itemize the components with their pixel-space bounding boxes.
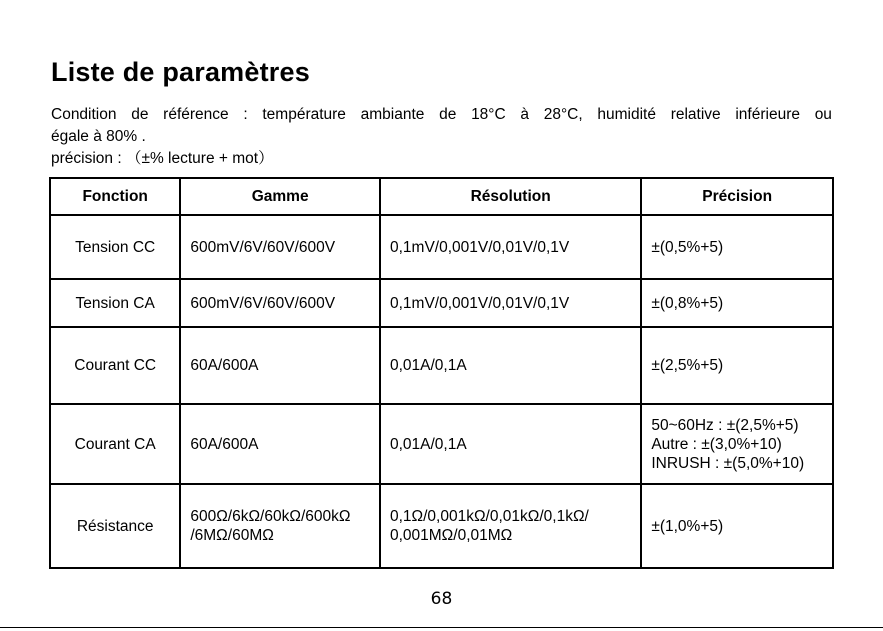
word: ou [814,106,832,123]
word: de [131,106,149,123]
header-function: Fonction [50,178,180,215]
resolution-text: 0,01A/0,1A [389,357,467,374]
header-range: Gamme [180,178,380,215]
range-cell [180,327,380,404]
resolution-cell [380,484,641,568]
resolution-text: 0,1mV/0,001V/0,01V/0,1V [389,294,570,312]
range-cell [180,279,380,327]
word: température [262,106,346,123]
function-cell: Tension CA [50,279,180,327]
accuracy-text: INRUSH : ±(5,0%+10) [651,454,805,472]
accuracy-text: ±(1,0%+5) [651,517,724,535]
resolution-cell [380,279,641,327]
accuracy-cell [641,215,833,279]
accuracy-cell [641,484,833,568]
parameters-table [49,177,834,569]
table-row [50,279,833,327]
header-accuracy: Précision [641,178,833,215]
word: référence [163,106,229,123]
range-text: 60A/600A [190,357,259,374]
accuracy-text: 50~60Hz : ±(2,5%+5) [651,416,799,434]
table-header-row [50,178,833,215]
word: ambiante [360,106,425,123]
word: à [520,106,530,123]
word: humidité [597,106,656,123]
range-text: 60A/600A [190,435,259,453]
range-text: 600Ω/6kΩ/60kΩ/600kΩ [190,508,351,525]
range-cell [180,484,380,568]
resolution-text: 0,1Ω/0,001kΩ/0,01kΩ/0,1kΩ/ [389,508,589,525]
word: 18°C [471,106,506,123]
bottom-divider [0,627,883,628]
precision-note: précision : （±% lecture + mot） [51,150,274,167]
header-resolution: Résolution [380,178,641,215]
word: 28°C, [543,106,583,123]
word: : [243,106,248,123]
function-cell: Courant CA [50,404,180,484]
word: de [439,106,457,123]
conditions-line-1 [51,104,832,126]
range-text: 600mV/6V/60V/600V [190,238,336,256]
page-title: Liste de paramètres [51,57,310,87]
word: Condition [51,106,117,123]
accuracy-cell [641,404,833,484]
function-cell: Tension CC [50,215,180,279]
resolution-cell [380,404,641,484]
accuracy-text: ±(0,5%+5) [651,238,724,256]
word: inférieure [735,106,800,123]
range-text: /6MΩ/60MΩ [190,527,274,544]
resolution-text: 0,001MΩ/0,01MΩ [389,527,513,544]
table-row [50,327,833,404]
range-cell [180,404,380,484]
resolution-text: 0,1mV/0,001V/0,01V/0,1V [389,238,570,256]
accuracy-cell [641,327,833,404]
page-number: 68 [430,589,453,609]
resolution-cell [380,215,641,279]
conditions-line-2: égale à 80% . [51,128,146,145]
table-row [50,215,833,279]
function-cell: Courant CC [50,327,180,404]
accuracy-text: ±(2,5%+5) [651,357,724,374]
resolution-text: 0,01A/0,1A [389,435,467,453]
word: relative [670,106,721,123]
range-cell [180,215,380,279]
table-row [50,404,833,484]
function-cell: Résistance [50,484,180,568]
table-row [50,484,833,568]
reference-conditions [51,104,832,170]
accuracy-cell [641,279,833,327]
resolution-cell [380,327,641,404]
range-text: 600mV/6V/60V/600V [190,294,336,312]
accuracy-text: ±(0,8%+5) [651,294,724,312]
accuracy-text: Autre : ±(3,0%+10) [651,435,782,453]
